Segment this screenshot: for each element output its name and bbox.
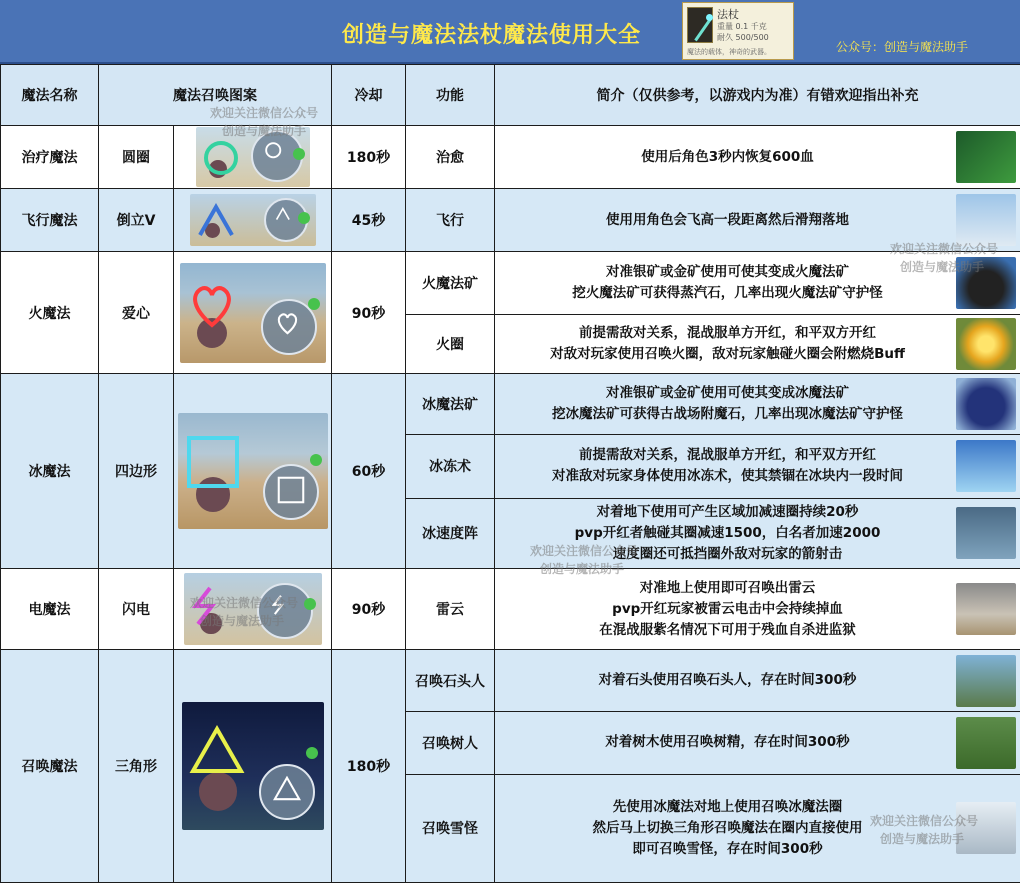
rune-glyph	[187, 281, 237, 335]
pattern-screenshot-cell	[174, 374, 332, 569]
description-line: 对着地下使用可产生区域加减速圈持续20秒	[495, 502, 960, 523]
function-description	[495, 502, 960, 565]
check-icon	[308, 298, 320, 310]
function-name: 召唤石头人	[406, 650, 495, 712]
rune-glyph	[196, 203, 236, 243]
pattern-screenshot-cell	[174, 252, 332, 374]
title-bar	[0, 0, 1020, 64]
cooldown: 180秒	[332, 126, 406, 189]
magic-row	[1, 252, 1020, 315]
check-icon	[310, 454, 322, 466]
description-line: 对着树木使用召唤树精，存在时间300秒	[495, 732, 960, 753]
watermark: 创造与魔法助手	[200, 612, 284, 629]
result-thumbnail	[956, 440, 1016, 492]
function-description	[495, 323, 960, 365]
magic-table	[0, 64, 1020, 883]
rune-glyph	[201, 138, 241, 182]
description-line: 即可召唤雪怪，存在时间300秒	[495, 839, 960, 860]
function-name: 召唤雪怪	[406, 774, 495, 882]
magic-row	[1, 374, 1020, 435]
description-line: 对准银矿或金矿使用可使其变成火魔法矿	[495, 262, 960, 283]
pattern-screenshot-cell	[174, 569, 332, 650]
magic-name: 冰魔法	[1, 374, 99, 569]
function-name: 治愈	[406, 126, 495, 189]
header-row	[1, 65, 1020, 126]
rune-glyph	[185, 434, 241, 494]
magic-row	[1, 189, 1020, 252]
magic-row	[1, 569, 1020, 650]
col-header-description: 简介（仅供参考，以游戏内为准）有错欢迎指出补充	[495, 65, 1020, 126]
pattern-screenshot-cell	[174, 650, 332, 883]
function-description	[495, 383, 960, 425]
description-line: 挖冰魔法矿可获得古战场附魔石，几率出现冰魔法矿守护怪	[495, 404, 960, 425]
watermark: 欢迎关注微信公众号	[890, 240, 998, 257]
rune-glyph	[189, 725, 245, 779]
col-header-pattern: 魔法召唤图案	[99, 65, 332, 126]
account-label: 公众号：创造与魔法助手	[836, 38, 968, 55]
function-description-cell	[495, 314, 1020, 374]
item-name: 法杖	[717, 6, 739, 22]
function-name: 火圈	[406, 314, 495, 374]
description-line: 在混战服紫名情况下可用于残血自杀进监狱	[495, 620, 960, 641]
summon-pattern: 三角形	[99, 650, 174, 883]
result-thumbnail	[956, 583, 1016, 635]
summon-pattern: 倒立V	[99, 189, 174, 252]
draw-pad	[263, 464, 319, 520]
result-thumbnail	[956, 257, 1016, 309]
function-description	[495, 732, 960, 753]
description-line: 对准敌对玩家身体使用冰冻术，使其禁锢在冰块内一段时间	[495, 466, 960, 487]
watermark: 创造与魔法助手	[540, 560, 624, 577]
function-name: 火魔法矿	[406, 252, 495, 315]
item-durability: 耐久 500/500	[717, 32, 769, 43]
description-line: 然后马上切换三角形召唤魔法在圈内直接使用	[495, 818, 960, 839]
result-thumbnail	[956, 378, 1016, 430]
magic-row	[1, 126, 1020, 189]
staff-item-card	[682, 2, 794, 60]
cooldown: 90秒	[332, 252, 406, 374]
summon-pattern: 闪电	[99, 569, 174, 650]
function-name: 召唤树人	[406, 712, 495, 774]
function-description-cell	[495, 374, 1020, 435]
col-header-cooldown: 冷却	[332, 65, 406, 126]
function-name: 冰速度阵	[406, 498, 495, 568]
magic-name: 火魔法	[1, 252, 99, 374]
pattern-screenshot	[182, 702, 324, 830]
function-name: 冰冻术	[406, 435, 495, 498]
summon-pattern: 爱心	[99, 252, 174, 374]
item-description: 魔法的载体，神奇的武器。	[687, 47, 771, 57]
pattern-screenshot	[196, 127, 310, 187]
result-thumbnail	[956, 717, 1016, 769]
page-title: 创造与魔法法杖魔法使用大全	[342, 18, 641, 49]
description-line: 挖火魔法矿可获得蒸汽石，几率出现火魔法矿守护怪	[495, 283, 960, 304]
watermark: 欢迎关注微信公众号	[530, 542, 638, 559]
function-description-cell	[495, 650, 1020, 712]
function-description-cell	[495, 569, 1020, 650]
function-description-cell	[495, 252, 1020, 315]
function-name: 雷云	[406, 569, 495, 650]
col-header-function: 功能	[406, 65, 495, 126]
description-line: 使用后角色3秒内恢复600血	[495, 147, 960, 168]
check-icon	[304, 598, 316, 610]
magic-name: 飞行魔法	[1, 189, 99, 252]
cooldown: 90秒	[332, 569, 406, 650]
result-thumbnail	[956, 194, 1016, 246]
description-line: 前提需敌对关系，混战服单方开红，和平双方开红	[495, 445, 960, 466]
summon-pattern: 四边形	[99, 374, 174, 569]
result-thumbnail	[956, 318, 1016, 370]
function-description	[495, 210, 960, 231]
description-line: 速度圈还可抵挡圈外敌对玩家的箭射击	[495, 544, 960, 565]
function-description	[495, 147, 960, 168]
cooldown: 180秒	[332, 650, 406, 883]
pattern-screenshot	[184, 573, 322, 645]
item-weight: 重量 0.1 千克	[717, 21, 767, 32]
function-name: 飞行	[406, 189, 495, 252]
summon-pattern: 圆圈	[99, 126, 174, 189]
function-description-cell	[495, 435, 1020, 498]
pattern-screenshot-cell	[174, 126, 332, 189]
function-description-cell	[495, 712, 1020, 774]
function-description-cell	[495, 774, 1020, 882]
watermark: 创造与魔法助手	[222, 122, 306, 139]
watermark: 创造与魔法助手	[900, 258, 984, 275]
draw-pad	[257, 583, 313, 639]
description-line: 对准地上使用即可召唤出雷云	[495, 578, 960, 599]
magic-name: 电魔法	[1, 569, 99, 650]
rune-glyph	[190, 586, 220, 630]
check-icon	[298, 212, 310, 224]
function-description	[495, 797, 960, 860]
function-description-cell	[495, 189, 1020, 252]
function-description-cell	[495, 126, 1020, 189]
result-thumbnail	[956, 655, 1016, 707]
result-thumbnail	[956, 131, 1016, 183]
description-line: 对着石头使用召唤石头人，存在时间300秒	[495, 670, 960, 691]
cooldown: 60秒	[332, 374, 406, 569]
watermark: 欢迎关注微信公众号	[210, 104, 318, 121]
draw-pad	[259, 764, 315, 820]
magic-row	[1, 650, 1020, 712]
function-description	[495, 445, 960, 487]
description-line: 前提需敌对关系，混战服单方开红，和平双方开红	[495, 323, 960, 344]
staff-icon	[687, 7, 713, 43]
pattern-screenshot	[180, 263, 326, 363]
magic-name: 召唤魔法	[1, 650, 99, 883]
pattern-screenshot	[190, 194, 316, 246]
pattern-screenshot	[178, 413, 328, 529]
cooldown: 45秒	[332, 189, 406, 252]
description-line: 对准银矿或金矿使用可使其变成冰魔法矿	[495, 383, 960, 404]
function-name: 冰魔法矿	[406, 374, 495, 435]
description-line: 对敌对玩家使用召唤火圈，敌对玩家触碰火圈会附燃烧Buff	[495, 344, 960, 365]
watermark: 欢迎关注微信公众号	[190, 594, 298, 611]
function-description	[495, 578, 960, 641]
magic-name: 治疗魔法	[1, 126, 99, 189]
function-description-cell	[495, 498, 1020, 568]
result-thumbnail	[956, 507, 1016, 559]
result-thumbnail	[956, 802, 1016, 854]
description-line: pvp开红者触碰其圈减速1500，白名者加速2000	[495, 523, 960, 544]
col-header-name: 魔法名称	[1, 65, 99, 126]
check-icon	[293, 148, 305, 160]
check-icon	[306, 747, 318, 759]
function-description	[495, 262, 960, 304]
watermark: 欢迎关注微信公众号	[870, 812, 978, 829]
description-line: pvp开红玩家被雷云电击中会持续掉血	[495, 599, 960, 620]
description-line: 使用用角色会飞高一段距离然后滑翔落地	[495, 210, 960, 231]
pattern-screenshot-cell	[174, 189, 332, 252]
watermark: 创造与魔法助手	[880, 830, 964, 847]
function-description	[495, 670, 960, 691]
description-line: 先使用冰魔法对地上使用召唤冰魔法圈	[495, 797, 960, 818]
